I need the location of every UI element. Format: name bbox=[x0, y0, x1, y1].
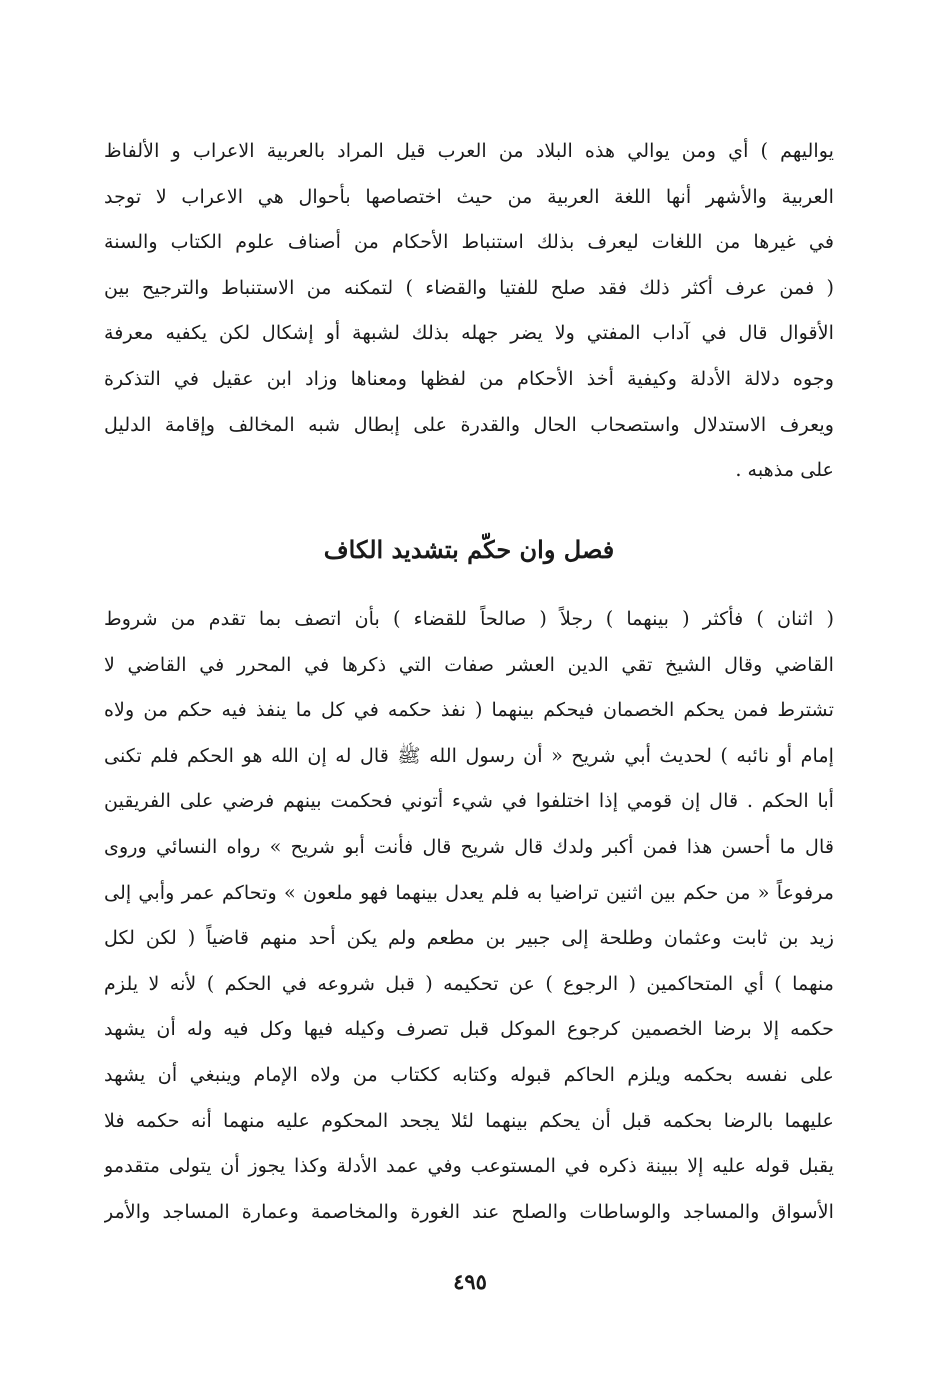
text-line: على نفسه بحكمه ويلزم الحاكم قبوله وكتابه ككتاب من ولاه الإمام وينبغي أن يشهد bbox=[104, 1062, 834, 1086]
text-line: عليهما بالرضا بحكمه قبل أن يحكم بينهما لئلا يجحد المحكوم عليه منهما أنه حكمه فلا bbox=[104, 1108, 834, 1132]
text-line: ويعرف الاستدلال واستصحاب الحال والقدرة على إبطال شبه المخالف وإقامة الدليل bbox=[104, 412, 834, 436]
text-line: في غيرها من اللغات ليعرف بذلك استنباط الأحكام من أصناف علوم الكتاب والسنة bbox=[104, 230, 834, 254]
text-line: يواليهم ) أي ومن يوالي هذه البلاد من العرب قيل المراد بالعربية الاعراب و الألفاظ bbox=[104, 139, 834, 162]
text-line: منهما ) أي المتحاكمين ( الرجوع ) عن تحكيمه ( قبل شروعه في الحكم ) لأنه لا يلزم bbox=[104, 971, 834, 995]
text-line: ( اثنان ) فأكثر ( بينهما ) رجلاً ( صالحاً للقضاء ) بأن اتصف بما تقدم من شروط bbox=[104, 607, 834, 630]
text-line: حكمه إلا برضا الخصمين كرجوع الموكل قبل تصرف وكيله فيها وكل فيه وله أن يشهد bbox=[104, 1017, 834, 1041]
paragraph-1 bbox=[104, 128, 834, 493]
text-line: العربية والأشهر أنها اللغة العربية من حيث اختصاصها بأحوال هي الاعراب لا توجد bbox=[104, 184, 834, 208]
text-line: تشترط فمن يحكم الخصمان فيحكم بينهما ( نفذ حكمه في كل ما ينفذ فيه حكم من ولاه bbox=[104, 698, 834, 722]
text-line: أبا الحكم . قال إن قومي إذا اختلفوا في شيء أتوني فحكمت بينهم فرضي على الفريقين bbox=[104, 789, 834, 813]
text-line: زيد بن ثابت وعثمان وطلحة إلى جبير بن مطعم ولم يكن أحد منهم قاضياً ( لكن لكل bbox=[104, 926, 834, 950]
text-line: ( فمن عرف أكثر ذلك فقد صلح للفتيا والقضاء ) لتمكنه من الاستنباط والترجيح بين bbox=[104, 275, 834, 299]
text-line: يقبل قوله عليه إلا ببينة ذكره في المستوعب وفي عمد الأدلة وكذا يجوز أن يتولى متقدمو bbox=[104, 1154, 834, 1178]
section-heading: فصل وان حكّم بتشديد الكاف bbox=[323, 535, 615, 564]
text-line: وجوه دلالة الأدلة وكيفية أخذ الأحكام من لفظها ومعناها وزاد ابن عقيل في التذكرة bbox=[104, 366, 834, 390]
page-number: ٤٩٥ bbox=[453, 1269, 487, 1294]
text-line: قال ما أحسن هذا فمن أكبر ولدك قال شريح قال فأنت أبو شريح » رواه النسائي وروى bbox=[104, 834, 834, 858]
text-line: إمام أو نائبه ) لحديث أبي شريح « أن رسول الله ﷺ قال له إن الله هو الحكم فلم تكنى bbox=[104, 743, 834, 767]
paragraph-2 bbox=[104, 596, 834, 1234]
text-line: مرفوعاً « من حكم بين اثنين تراضيا به فلم يعدل بينهما فهو ملعون » وتحاكم عمر وأبي إلى bbox=[104, 880, 834, 904]
text-line: القاضي وقال الشيخ تقي الدين العشر صفات التي ذكرها في المحرر في القاضي لا bbox=[104, 652, 834, 676]
text-line: على مذهبه . bbox=[735, 458, 834, 482]
text-line: الأقوال قال في آداب المفتي ولا يضر جهله بذلك لشبهة أو إشكال لكن يكفيه معرفة bbox=[104, 321, 834, 345]
text-line: الأسواق والمساجد والوساطات والصلح عند الغورة والمخاصمة وعمارة المساجد والأمر bbox=[104, 1199, 834, 1223]
